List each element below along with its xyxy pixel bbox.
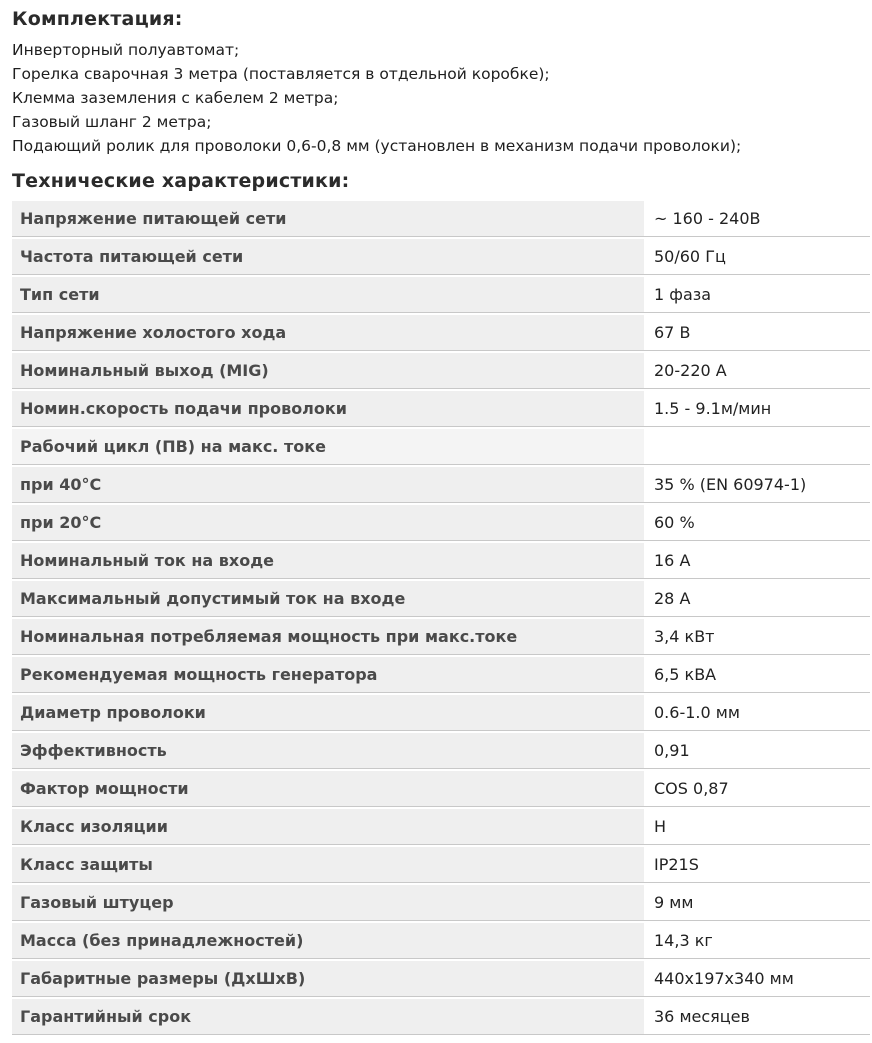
spec-row	[12, 923, 870, 959]
spec-row	[12, 277, 870, 313]
spec-label: Номинальный выход (MIG)	[12, 353, 644, 389]
spec-row	[12, 239, 870, 275]
package-list	[12, 38, 792, 158]
package-item: Инверторный полуавтомат;	[12, 41, 240, 59]
spec-value: 36 месяцев	[644, 999, 870, 1035]
spec-row	[12, 391, 870, 427]
spec-label: Габаритные размеры (ДхШхВ)	[12, 961, 644, 997]
spec-value: H	[644, 809, 870, 845]
spec-value: 20-220 А	[644, 353, 870, 389]
spec-label: Частота питающей сети	[12, 239, 644, 275]
spec-row	[12, 581, 870, 617]
spec-label: Класс изоляции	[12, 809, 644, 845]
spec-value: 6,5 кВА	[644, 657, 870, 693]
spec-row	[12, 733, 870, 769]
spec-value: 440x197x340 мм	[644, 961, 870, 997]
spec-label: при 20°C	[12, 505, 644, 541]
package-item: Горелка сварочная 3 метра (поставляется в отдельной коробке);	[12, 65, 550, 83]
spec-label: Номинальный ток на входе	[12, 543, 644, 579]
spec-label: Эффективность	[12, 733, 644, 769]
spec-group-row	[12, 429, 870, 465]
spec-value: 1.5 - 9.1м/мин	[644, 391, 870, 427]
spec-label: Номинальная потребляемая мощность при макс.токе	[12, 619, 644, 655]
spec-row	[12, 885, 870, 921]
spec-label: Напряжение холостого хода	[12, 315, 644, 351]
spec-value: 35 % (EN 60974-1)	[644, 467, 870, 503]
spec-label: Газовый штуцер	[12, 885, 644, 921]
spec-value: 16 А	[644, 543, 870, 579]
spec-value: IP21S	[644, 847, 870, 883]
spec-value: 50/60 Гц	[644, 239, 870, 275]
package-item: Подающий ролик для проволоки 0,6-0,8 мм (установлен в механизм подачи проволоки);	[12, 137, 742, 155]
spec-row	[12, 543, 870, 579]
spec-value: 60 %	[644, 505, 870, 541]
spec-label: Диаметр проволоки	[12, 695, 644, 731]
spec-value: 14,3 кг	[644, 923, 870, 959]
spec-row	[12, 315, 870, 351]
specs-heading: Технические характеристики:	[12, 170, 350, 192]
spec-label: Номин.скорость подачи проволоки	[12, 391, 644, 427]
spec-row	[12, 847, 870, 883]
spec-value	[644, 429, 870, 465]
spec-label: Рекомендуемая мощность генератора	[12, 657, 644, 693]
package-item: Газовый шланг 2 метра;	[12, 113, 212, 131]
spec-row	[12, 809, 870, 845]
spec-row	[12, 695, 870, 731]
spec-value: 67 В	[644, 315, 870, 351]
specs-table	[12, 199, 870, 1037]
spec-row	[12, 771, 870, 807]
spec-row	[12, 961, 870, 997]
spec-label: Масса (без принадлежностей)	[12, 923, 644, 959]
spec-value: 28 А	[644, 581, 870, 617]
spec-label: Класс защиты	[12, 847, 644, 883]
spec-value: 1 фаза	[644, 277, 870, 313]
spec-label: Фактор мощности	[12, 771, 644, 807]
spec-row	[12, 353, 870, 389]
spec-label: при 40°C	[12, 467, 644, 503]
spec-value: COS 0,87	[644, 771, 870, 807]
spec-row	[12, 999, 870, 1035]
spec-value: 9 мм	[644, 885, 870, 921]
spec-row	[12, 201, 870, 237]
spec-row	[12, 467, 870, 503]
package-item: Клемма заземления с кабелем 2 метра;	[12, 89, 339, 107]
spec-label: Гарантийный срок	[12, 999, 644, 1035]
spec-value: ~ 160 - 240В	[644, 201, 870, 237]
spec-value: 3,4 кВт	[644, 619, 870, 655]
spec-group-label: Рабочий цикл (ПВ) на макс. токе	[12, 429, 644, 465]
spec-label: Напряжение питающей сети	[12, 201, 644, 237]
package-heading: Комплектация:	[12, 8, 183, 30]
spec-value: 0,91	[644, 733, 870, 769]
spec-row	[12, 619, 870, 655]
spec-row	[12, 505, 870, 541]
spec-row	[12, 657, 870, 693]
spec-value: 0.6-1.0 мм	[644, 695, 870, 731]
spec-label: Максимальный допустимый ток на входе	[12, 581, 644, 617]
spec-label: Тип сети	[12, 277, 644, 313]
